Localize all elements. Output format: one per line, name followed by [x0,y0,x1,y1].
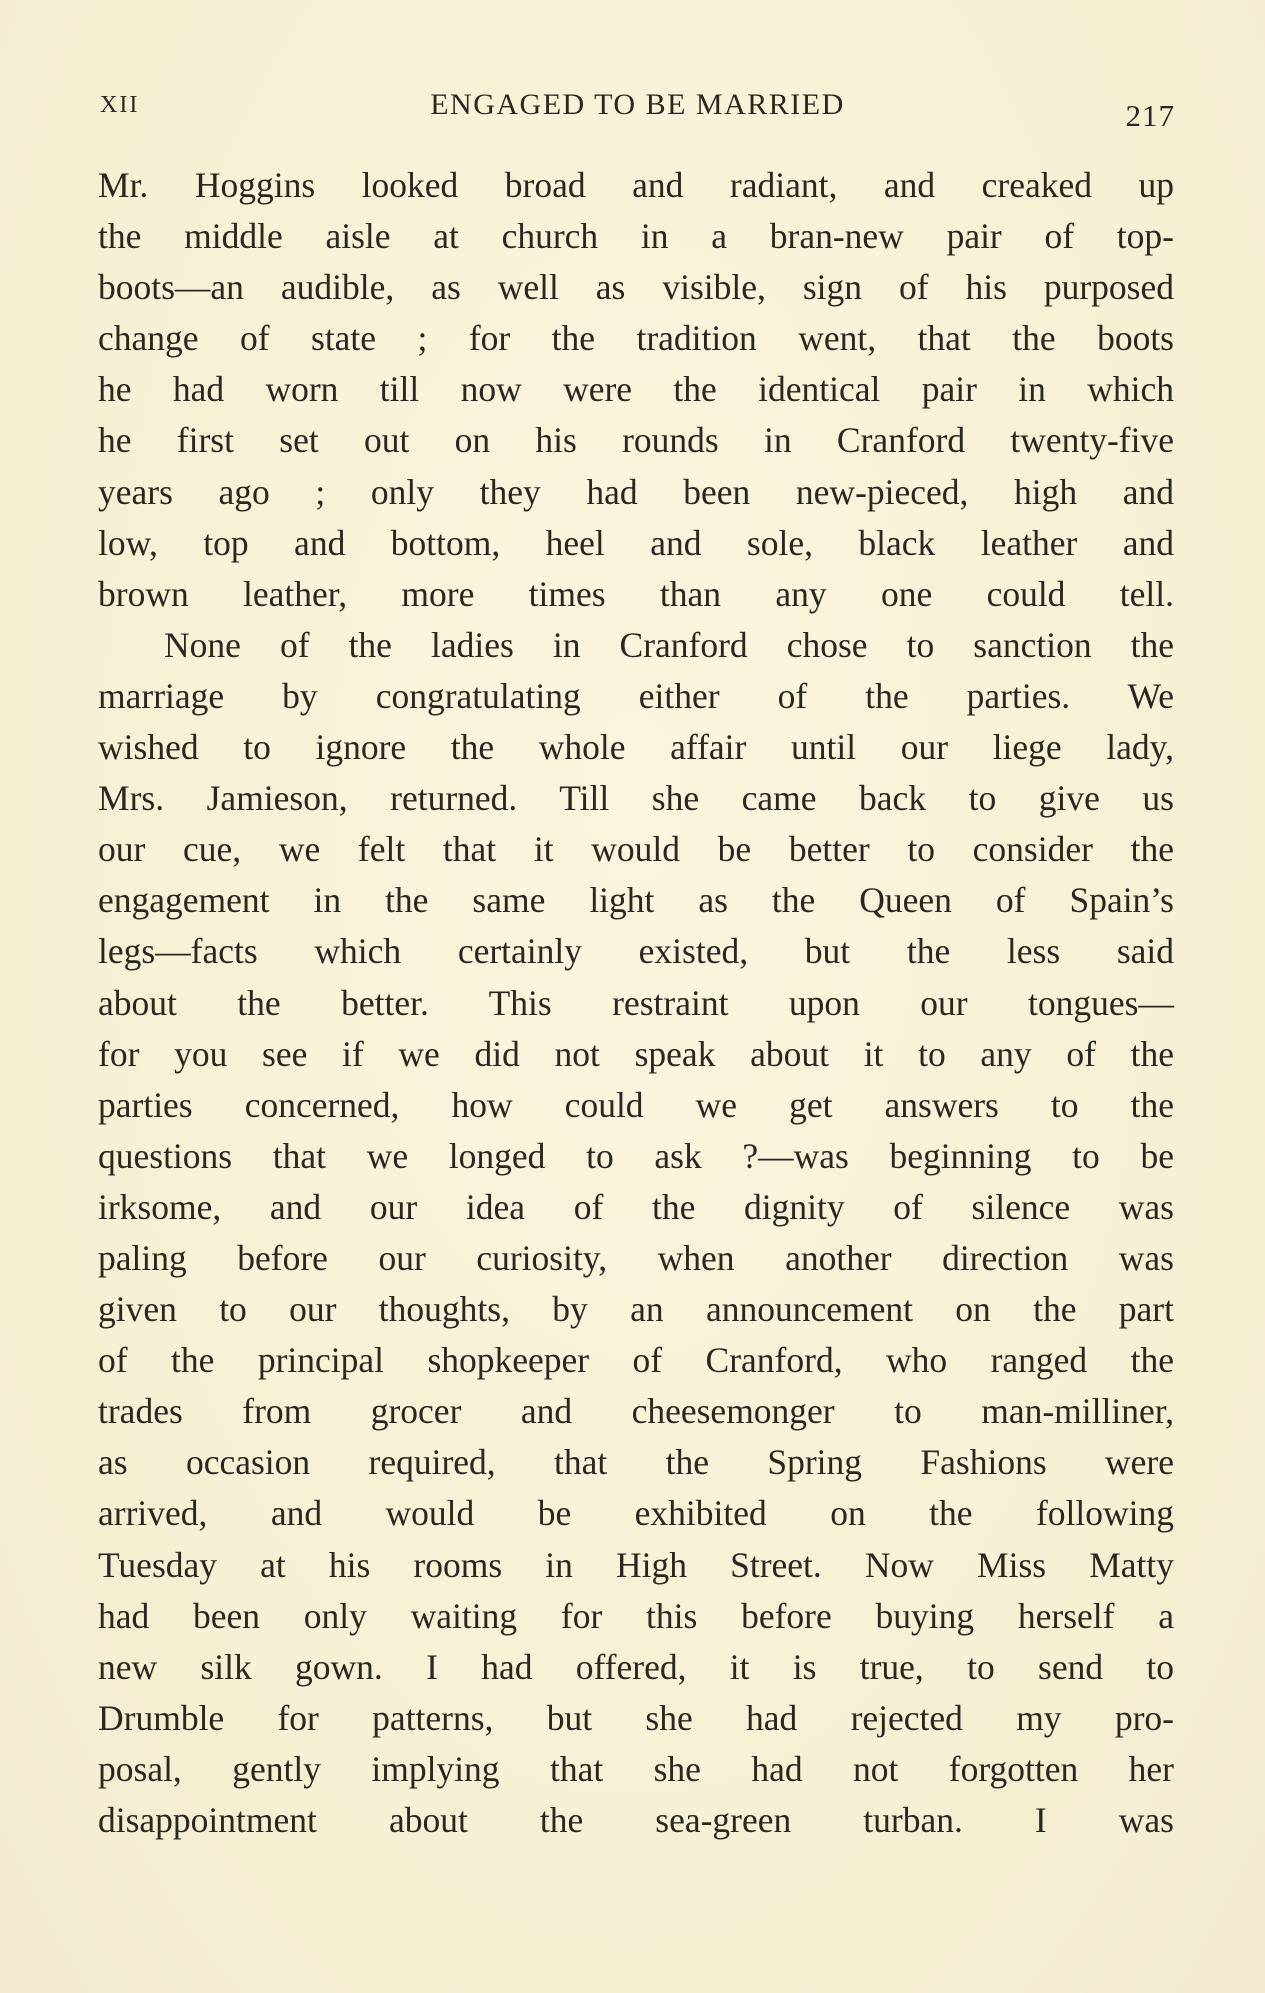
chapter-number: XII [100,92,140,118]
text-line: brown leather, more times than any one could tell. [98,573,1174,614]
text-line: Drumble for patterns, but she had rejected my pro- [98,1697,1174,1738]
text-line: legs—facts which certainly existed, but the less said [98,931,1174,972]
text-line: change of state ; for the tradition went, that the boots [98,318,1174,359]
text-line: as occasion required, that the Spring Fashions were [98,1442,1174,1483]
text-line: low, top and bottom, heel and sole, black leather and [98,522,1174,563]
running-head [100,88,1175,133]
text-line: given to our thoughts, by an announcement on the part [98,1289,1174,1330]
page-number: 217 [1125,98,1175,133]
text-line: he had worn till now were the identical pair in which [98,369,1174,410]
text-line: None of the ladies in Cranford chose to sanction the [164,624,1174,665]
body-text [98,160,1174,1846]
text-line: had been only waiting for this before buying herself a [98,1595,1174,1636]
text-line: Tuesday at his rooms in High Street. Now Miss Matty [98,1544,1174,1585]
text-line: posal, gently implying that she had not forgotten her [98,1748,1174,1789]
text-line: arrived, and would be exhibited on the following [98,1493,1174,1534]
text-line: marriage by congratulating either of the parties. We [98,675,1174,716]
text-line: engagement in the same light as the Queen of Spain’s [98,880,1174,921]
text-line: disappointment about the sea-green turban. I was [98,1800,1174,1840]
text-line: irksome, and our idea of the dignity of silence was [98,1186,1174,1227]
text-line: the middle aisle at church in a bran-new pair of top- [98,216,1174,257]
text-line: Mr. Hoggins looked broad and radiant, and creaked up [98,165,1174,205]
text-line: Mrs. Jamieson, returned. Till she came back to give us [98,778,1174,819]
text-line: questions that we longed to ask ?—was beginning to be [98,1135,1174,1176]
text-line: years ago ; only they had been new-pieced, high and [98,471,1174,512]
text-line: our cue, we felt that it would be better to consider the [98,829,1174,870]
text-line: wished to ignore the whole affair until our liege lady, [98,727,1174,768]
text-line: boots—an audible, as well as visible, sign of his purposed [98,267,1174,308]
text-line: parties concerned, how could we get answers to the [98,1084,1174,1125]
chapter-title: ENGAGED TO BE MARRIED [430,88,845,121]
text-line: new silk gown. I had offered, it is true, to send to [98,1646,1174,1687]
text-line: trades from grocer and cheesemonger to man-milliner, [98,1391,1174,1432]
text-line: paling before our curiosity, when another direction was [98,1237,1174,1278]
text-line: he first set out on his rounds in Cranford twenty-five [98,420,1174,461]
text-line: for you see if we did not speak about it to any of the [98,1033,1174,1074]
text-line: about the better. This restraint upon our tongues— [98,982,1174,1023]
text-line: of the principal shopkeeper of Cranford, who ranged the [98,1340,1174,1381]
